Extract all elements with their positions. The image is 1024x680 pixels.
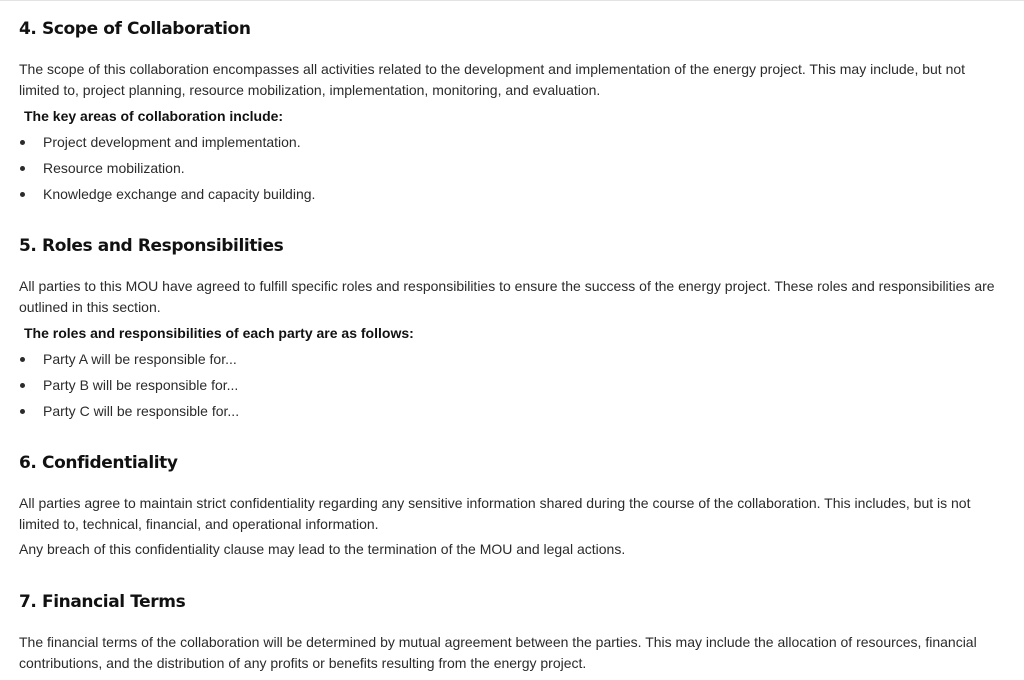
section-roles-and-responsibilities	[19, 235, 1009, 427]
top-divider	[0, 0, 1024, 1]
list-item-text: Party A will be responsible for...	[43, 351, 237, 367]
bullet-icon	[20, 192, 25, 197]
section-heading: 4. Scope of Collaboration	[19, 19, 251, 39]
section-paragraph: Any breach of this confidentiality clause may lead to the termination of the MOU and legal actions.	[19, 541, 626, 557]
section-subheading: The key areas of collaboration include:	[24, 108, 284, 124]
bullet-icon	[20, 166, 25, 171]
list-item-text: Knowledge exchange and capacity building.	[43, 186, 316, 202]
list-item-text: Project development and implementation.	[43, 134, 301, 150]
bullet-icon	[20, 409, 25, 414]
list-item-text: Resource mobilization.	[43, 160, 185, 176]
bullet-list	[19, 349, 1009, 427]
section-scope-of-collaboration	[19, 18, 1009, 210]
list-item	[19, 184, 1009, 210]
bullet-icon	[20, 357, 25, 362]
list-item-text: Party C will be responsible for...	[43, 403, 240, 419]
list-item	[19, 375, 1009, 401]
list-item	[19, 349, 1009, 375]
list-item	[19, 132, 1009, 158]
list-item	[19, 401, 1009, 427]
section-heading: 5. Roles and Responsibilities	[19, 236, 284, 256]
section-heading: 7. Financial Terms	[19, 592, 186, 612]
list-item	[19, 158, 1009, 184]
section-confidentiality	[19, 452, 1009, 564]
section-subheading: The roles and responsibilities of each party are as follows:	[24, 325, 414, 341]
section-heading: 6. Confidentiality	[19, 453, 178, 473]
bullet-icon	[20, 383, 25, 388]
list-item-text: Party B will be responsible for...	[43, 377, 239, 393]
section-paragraph: All parties agree to maintain strict confidentiality regarding any sensitive information shared during the course of the collaboration. This includes, but is not limited to, technical, financial, and operational information.	[19, 495, 971, 532]
bullet-icon	[20, 140, 25, 145]
bullet-list	[19, 132, 1009, 210]
section-financial-terms	[19, 591, 1009, 674]
section-paragraph: The financial terms of the collaboration will be determined by mutual agreement between the parties. This may include the allocation of resources, financial contributions, and the distribution of any profits or benefits resulting from the energy project.	[19, 634, 977, 671]
section-paragraph: All parties to this MOU have agreed to fulfill specific roles and responsibilities to ensure the success of the energy project. These roles and responsibilities are outlined in this section.	[19, 278, 995, 315]
section-paragraph: The scope of this collaboration encompasses all activities related to the development and implementation of the energy project. This may include, but not limited to, project planning, resource mobilization, implementation, monitoring, and evaluation.	[19, 61, 966, 98]
